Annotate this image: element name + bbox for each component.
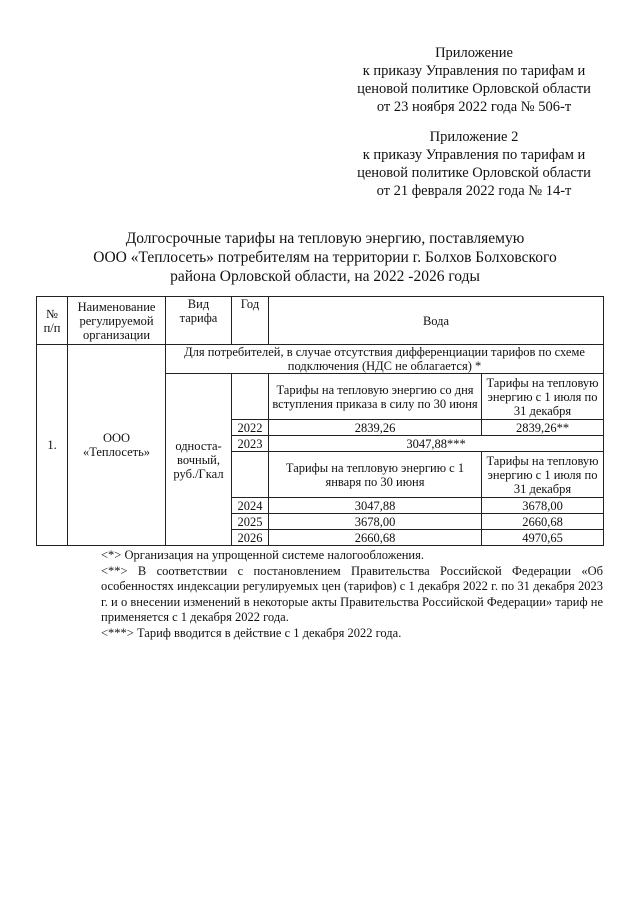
year-blank-a	[232, 374, 269, 420]
document-title-line2: ООО «Теплосеть» потребителям на территории г. Болхов Болховского	[93, 249, 557, 266]
value-cell: 2839,26**	[482, 420, 604, 436]
value-cell: 3678,00	[482, 498, 604, 514]
year-blank-b	[232, 452, 269, 498]
appendix-2-line1: к приказу Управления по тарифам и	[362, 147, 586, 163]
footnotes	[101, 548, 603, 641]
row-number: 1.	[37, 345, 68, 546]
value-cell: 3047,88	[269, 498, 482, 514]
footnote-3: <***> Тариф вводится в действие с 1 декабря 2022 года.	[101, 625, 402, 640]
org-name-line1: ООО	[102, 431, 131, 445]
table-row	[37, 345, 604, 374]
tariff-table	[36, 296, 604, 546]
year-cell: 2024	[232, 498, 269, 514]
header-tariff-type: Вид тарифа	[166, 297, 232, 345]
document-title-line3: района Орловской области, на 2022 -2026 годы	[170, 268, 480, 285]
document-title-line1: Долгосрочные тарифы на тепловую энергию, поставляемую	[125, 230, 525, 247]
value-cell: 2660,68	[269, 530, 482, 546]
period-a-col2: Тарифы на тепловую энергию с 1 июля по 31 декабря	[482, 374, 604, 420]
value-cell-merged: 3047,88***	[269, 436, 604, 452]
value-cell: 3678,00	[269, 514, 482, 530]
footnote-2: <**> В соответствии с постановлением Правительства Российской Федерации «Об особенностях индексации регулируемых цен (тарифов) с 1 декабря 2022 г. по 31 декабря 2023 г. и о внесении изменений в некоторые акты Правительства Российской Федерации» тариф не применяется с 1 декабря 2022 года.	[101, 563, 603, 624]
appendix-2-title: Приложение 2	[429, 129, 519, 145]
year-cell: 2025	[232, 514, 269, 530]
period-a-col1: Тарифы на тепловую энергию со дня вступления приказа в силу по 30 июня	[269, 374, 482, 420]
year-cell: 2023	[232, 436, 269, 452]
org-name-line2: «Теплосеть»	[82, 445, 151, 459]
tariff-type-value: односта-вочный, руб./Гкал	[166, 374, 232, 546]
value-cell: 4970,65	[482, 530, 604, 546]
appendix-2-header	[349, 128, 599, 200]
document-title	[90, 229, 560, 286]
header-water: Вода	[269, 297, 604, 345]
header-num: № п/п	[37, 297, 68, 345]
appendix-1-header	[349, 44, 599, 116]
header-org: Наименование регулируемой организации	[68, 297, 166, 345]
period-b-col2: Тарифы на тепловую энергию с 1 июля по 31 декабря	[482, 452, 604, 498]
value-cell: 2839,26	[269, 420, 482, 436]
footnote-1: <*> Организация на упрощенной системе налогообложения.	[101, 548, 424, 562]
appendix-1-line1: к приказу Управления по тарифам и	[362, 63, 586, 79]
value-cell: 2660,68	[482, 514, 604, 530]
appendix-2-line2: ценовой политике Орловской области	[357, 165, 591, 181]
year-cell: 2022	[232, 420, 269, 436]
appendix-1-line3: от 23 ноября 2022 года № 506-т	[376, 99, 572, 115]
period-b-col1: Тарифы на тепловую энергию с 1 января по 30 июня	[269, 452, 482, 498]
appendix-2-line3: от 21 февраля 2022 года № 14-т	[376, 183, 572, 199]
table-header-row	[37, 297, 604, 345]
org-name	[68, 345, 166, 546]
appendix-1-line2: ценовой политике Орловской области	[357, 81, 591, 97]
header-year: Год	[232, 297, 269, 345]
consumers-note: Для потребителей, в случае отсутствия дифференциации тарифов по схеме подключения (НДС не облагается) *	[166, 345, 604, 374]
appendix-1-title: Приложение	[435, 45, 513, 61]
year-cell: 2026	[232, 530, 269, 546]
